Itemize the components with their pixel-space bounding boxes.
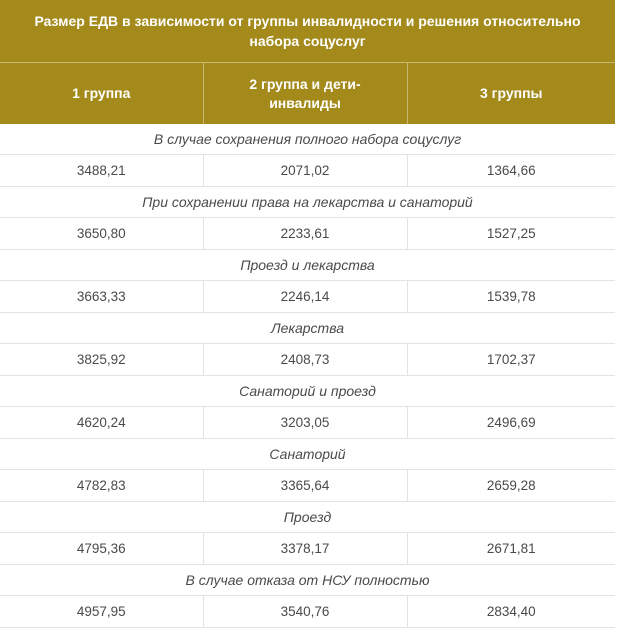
value-cell-group-1: 4620,24: [0, 407, 203, 439]
value-cell-group-2: 2246,14: [203, 281, 407, 313]
section-label: В случае отказа от НСУ полностью: [0, 565, 615, 596]
section-row: [0, 313, 615, 344]
section-row: [0, 124, 615, 155]
value-cell-group-2: 2233,61: [203, 218, 407, 250]
table-row: [0, 533, 615, 565]
value-cell-group-3: 1539,78: [407, 281, 615, 313]
section-row: [0, 250, 615, 281]
table-row: [0, 218, 615, 250]
value-cell-group-2: 3203,05: [203, 407, 407, 439]
table-row: [0, 344, 615, 376]
section-label: При сохранении права на лекарства и санаторий: [0, 187, 615, 218]
table-row: [0, 155, 615, 187]
table-title: Размер ЕДВ в зависимости от группы инвалидности и решения относительно набора соцуслуг: [0, 0, 615, 63]
value-cell-group-2: 3378,17: [203, 533, 407, 565]
section-row: [0, 439, 615, 470]
column-header-group-2: 2 группа и дети-инвалиды: [203, 63, 407, 125]
value-cell-group-3: 1527,25: [407, 218, 615, 250]
header-row: [0, 63, 615, 125]
section-row: [0, 187, 615, 218]
value-cell-group-1: 3488,21: [0, 155, 203, 187]
value-cell-group-1: 3663,33: [0, 281, 203, 313]
value-cell-group-3: 2659,28: [407, 470, 615, 502]
table-row: [0, 407, 615, 439]
section-label: Санаторий: [0, 439, 615, 470]
value-cell-group-3: 2671,81: [407, 533, 615, 565]
section-label: Проезд: [0, 502, 615, 533]
section-label: Лекарства: [0, 313, 615, 344]
table-body: [0, 124, 615, 628]
value-cell-group-2: 3540,76: [203, 596, 407, 628]
value-cell-group-3: 1702,37: [407, 344, 615, 376]
value-cell-group-2: 2408,73: [203, 344, 407, 376]
value-cell-group-1: 4782,83: [0, 470, 203, 502]
value-cell-group-1: 3650,80: [0, 218, 203, 250]
value-cell-group-2: 2071,02: [203, 155, 407, 187]
value-cell-group-3: 2496,69: [407, 407, 615, 439]
value-cell-group-1: 4795,36: [0, 533, 203, 565]
section-row: [0, 565, 615, 596]
value-cell-group-3: 1364,66: [407, 155, 615, 187]
table-row: [0, 596, 615, 628]
value-cell-group-3: 2834,40: [407, 596, 615, 628]
column-header-group-3: 3 группы: [407, 63, 615, 125]
section-label: Проезд и лекарства: [0, 250, 615, 281]
section-row: [0, 502, 615, 533]
section-label: В случае сохранения полного набора соцуслуг: [0, 124, 615, 155]
title-row: [0, 0, 615, 63]
column-header-group-1: 1 группа: [0, 63, 203, 125]
table-row: [0, 470, 615, 502]
value-cell-group-2: 3365,64: [203, 470, 407, 502]
value-cell-group-1: 4957,95: [0, 596, 203, 628]
section-label: Санаторий и проезд: [0, 376, 615, 407]
section-row: [0, 376, 615, 407]
table-row: [0, 281, 615, 313]
value-cell-group-1: 3825,92: [0, 344, 203, 376]
